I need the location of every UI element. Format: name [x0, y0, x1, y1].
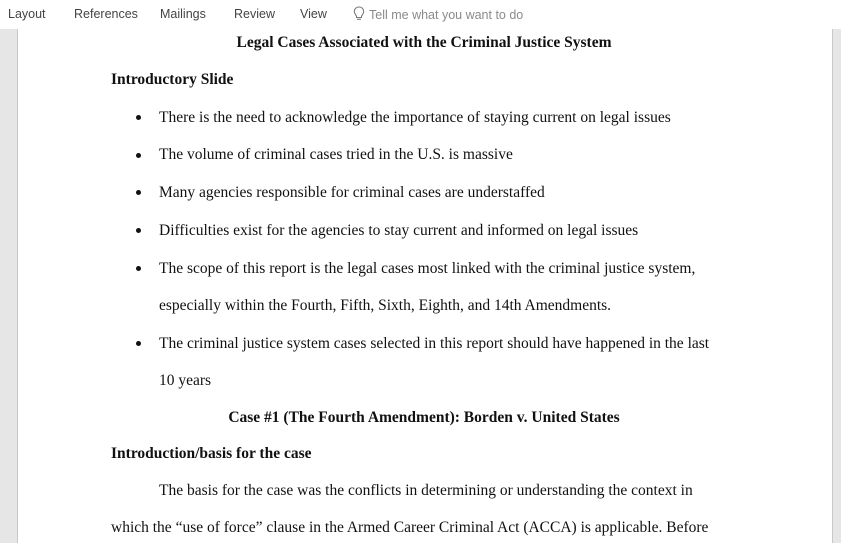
bullet-item-4: Difficulties exist for the agencies to stay current and informed on legal issues	[159, 222, 639, 239]
tell-me-placeholder: Tell me what you want to do	[369, 8, 524, 22]
tell-me-search[interactable]	[353, 6, 523, 22]
bullet-marker	[136, 266, 141, 271]
case-1-subheading: Introduction/basis for the case	[111, 445, 312, 462]
bullet-item-3: Many agencies responsible for criminal cases are understaffed	[159, 184, 545, 201]
bullet-item-5: The scope of this report is the legal cases most linked with the criminal justice system,	[159, 260, 696, 277]
case-1-title: Case #1 (The Fourth Amendment): Borden v. United States	[228, 409, 620, 426]
bullet-marker	[136, 115, 141, 120]
document-title: Legal Cases Associated with the Criminal Justice System	[236, 34, 612, 51]
document-canvas[interactable]	[0, 29, 841, 543]
bullet-marker	[136, 190, 141, 195]
bullet-item-6: The criminal justice system cases selected in this report should have happened in the last	[159, 335, 710, 352]
tab-view[interactable]: View	[300, 7, 327, 21]
tab-layout[interactable]: Layout	[8, 7, 46, 21]
bullet-marker	[136, 153, 141, 158]
document-page[interactable]	[17, 29, 833, 543]
bullet-item-6-continuation: 10 years	[159, 372, 212, 389]
tab-review[interactable]: Review	[234, 7, 275, 21]
tab-references[interactable]: References	[74, 7, 138, 21]
ribbon-tab-bar	[0, 0, 841, 29]
bullet-item-2: The volume of criminal cases tried in the U.S. is massive	[159, 146, 513, 163]
bullet-item-1: There is the need to acknowledge the importance of staying current on legal issues	[159, 109, 671, 126]
bullet-item-5-continuation: especially within the Fourth, Fifth, Sixth, Eighth, and 14th Amendments.	[159, 297, 612, 314]
bullet-marker	[136, 228, 141, 233]
tab-mailings[interactable]: Mailings	[160, 7, 206, 21]
paragraph-line-1: The basis for the case was the conflicts in determining or understanding the context in	[159, 482, 693, 499]
lightbulb-icon	[353, 6, 365, 21]
paragraph-line-2: which the “use of force” clause in the Armed Career Criminal Act (ACCA) is applicable. Before	[111, 519, 709, 536]
section-heading-introductory: Introductory Slide	[111, 71, 234, 88]
bullet-marker	[136, 341, 141, 346]
